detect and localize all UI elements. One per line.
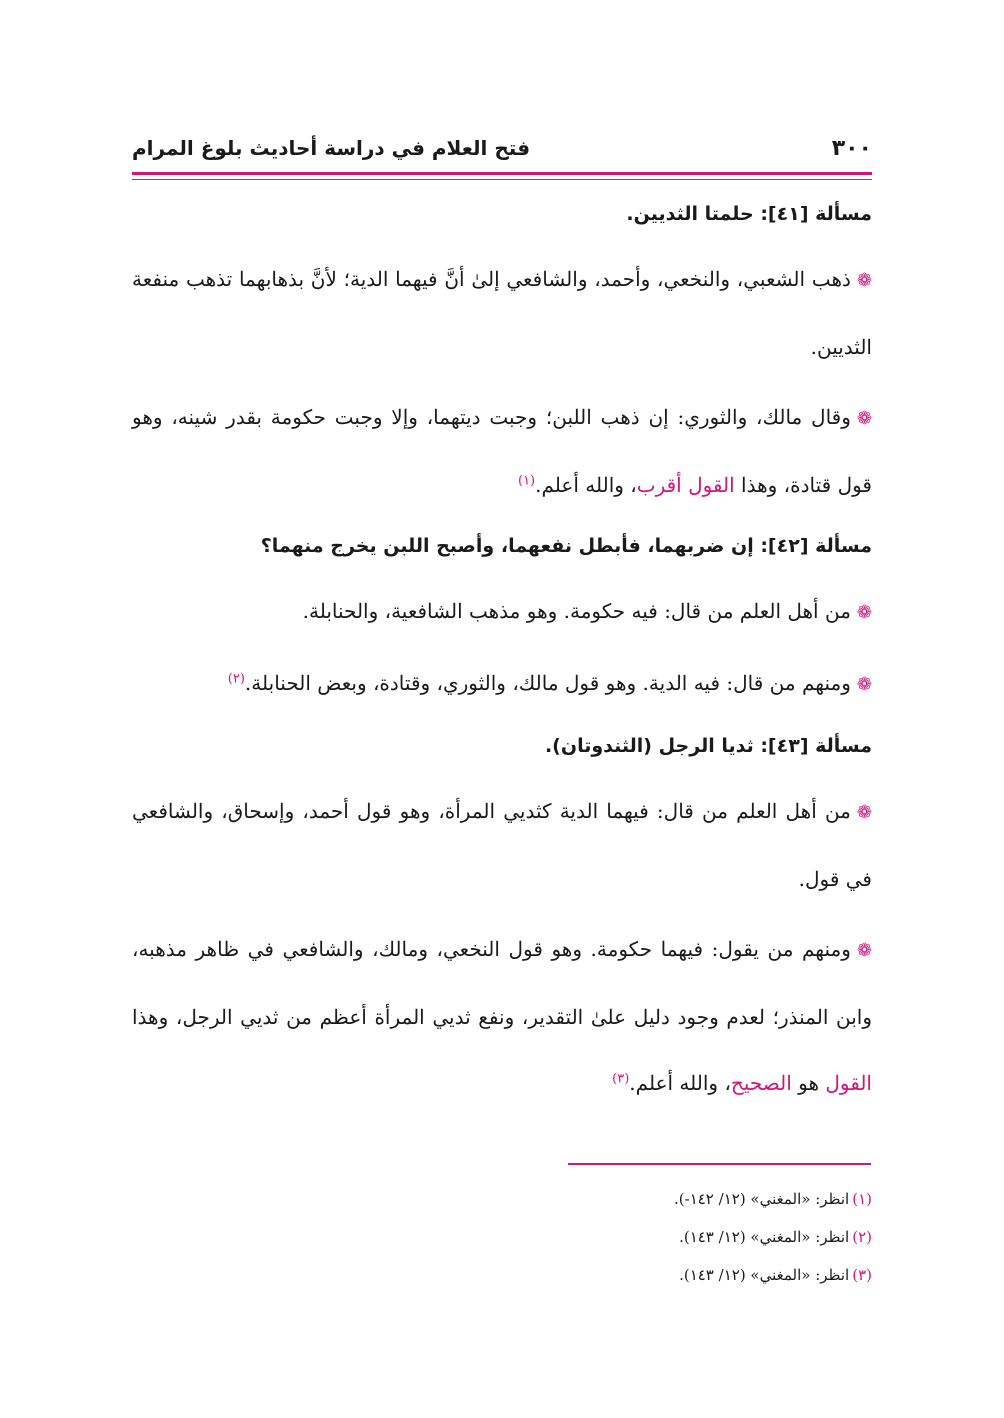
paragraph-4-text: ومنهم من قال: فيه الدية. وهو قول مالك، والثوري، وقتادة، وبعض الحنابلة. (244, 671, 851, 695)
header-rule-thick (132, 172, 872, 175)
flower-bullet-icon: ❁ (856, 674, 872, 695)
footnote-item (132, 1180, 872, 1218)
paragraph-3-text: من أهل العلم من قال: فيه حكومة. وهو مذهب الشافعية، والحنابلة. (302, 599, 851, 623)
footnote-text: انظر: «المغني» (١٢/ ١٤٣). (679, 1266, 850, 1284)
paragraph-6-text-c: ، والله أعلم. (629, 1071, 731, 1095)
issue-heading-41: مسألة [٤١]: حلمتا الثديين. (626, 203, 872, 225)
footnote-number: (٣) (852, 1266, 872, 1284)
paragraph-1-text: ذهب الشعبي، والنخعي، وأحمد، والشافعي إلىٰ أنَّ فيهما الدية؛ لأنَّ بذهابهما تذهب منفعة الثديين. (132, 267, 872, 359)
footnote-text: انظر: «المغني» (١٢/ ١٤٢-). (673, 1190, 850, 1208)
page-header (132, 128, 872, 168)
page-body (132, 190, 872, 1116)
book-title: فتح العلام في دراسة أحاديث بلوغ المرام (132, 136, 531, 160)
paragraph-6-text-a: ومنهم من يقول: فيهما حكومة. وهو قول النخعي، ومالك، والشافعي في ظاهر مذهبه، وابن المنذر؛ لعدم وجود دليل علىٰ التقدير، ونفع ثديي المرأة أعظم من ثديي الرجل، وهذا (132, 937, 873, 1029)
paragraph-2-text-a: وقال مالك، والثوري: إن ذهب اللبن؛ وجبت ديتهما، وإلا وجبت حكومة بقدر شينه، وهو قول قتادة، وهذا (132, 405, 872, 497)
header-rule-thin (132, 179, 872, 180)
issue-heading-42: مسألة [٤٢]: إن ضربهما، فأبطل نفعهما، وأصبح اللبن يخرج منهما؟ (260, 535, 872, 557)
footnote-text: انظر: «المغني» (١٢/ ١٤٣). (679, 1228, 850, 1246)
flower-bullet-icon: ❁ (856, 802, 872, 823)
flower-bullet-icon: ❁ (856, 940, 872, 961)
flower-bullet-icon: ❁ (856, 408, 872, 429)
paragraph-6 (132, 916, 872, 1116)
footnote-number: (١) (852, 1190, 872, 1208)
page-number: ٣٠٠ (831, 135, 872, 161)
paragraph-5 (132, 778, 872, 912)
flower-bullet-icon: ❁ (856, 602, 872, 623)
paragraph-6-text-b: هو (791, 1071, 826, 1095)
footnote-item (132, 1256, 872, 1294)
highlighted-phrase: القول (825, 1071, 872, 1095)
footnote-ref-1[interactable]: (١) (517, 473, 536, 489)
paragraph-2-text-b: ، والله أعلم. (535, 473, 637, 497)
footnotes (132, 1180, 872, 1294)
issue-heading-43: مسألة [٤٣]: ثديا الرجل (الثندوتان). (544, 735, 872, 757)
footnote-separator (568, 1163, 871, 1165)
paragraph-1 (132, 246, 872, 380)
paragraph-5-text: من أهل العلم من قال: فيهما الدية كثديي المرأة، وهو قول أحمد، وإسحاق، والشافعي في قول. (132, 799, 872, 891)
paragraph-2 (132, 384, 872, 518)
paragraph-3 (132, 578, 872, 646)
footnote-ref-2[interactable]: (٢) (227, 671, 245, 687)
flower-bullet-icon: ❁ (856, 270, 872, 291)
footnote-item (132, 1218, 872, 1256)
footnote-number: (٢) (852, 1228, 872, 1246)
highlighted-phrase: القول أقرب (636, 473, 735, 497)
paragraph-4 (132, 650, 872, 718)
footnote-ref-3[interactable]: (٣) (612, 1071, 630, 1087)
highlighted-phrase: الصحيح (730, 1071, 792, 1095)
